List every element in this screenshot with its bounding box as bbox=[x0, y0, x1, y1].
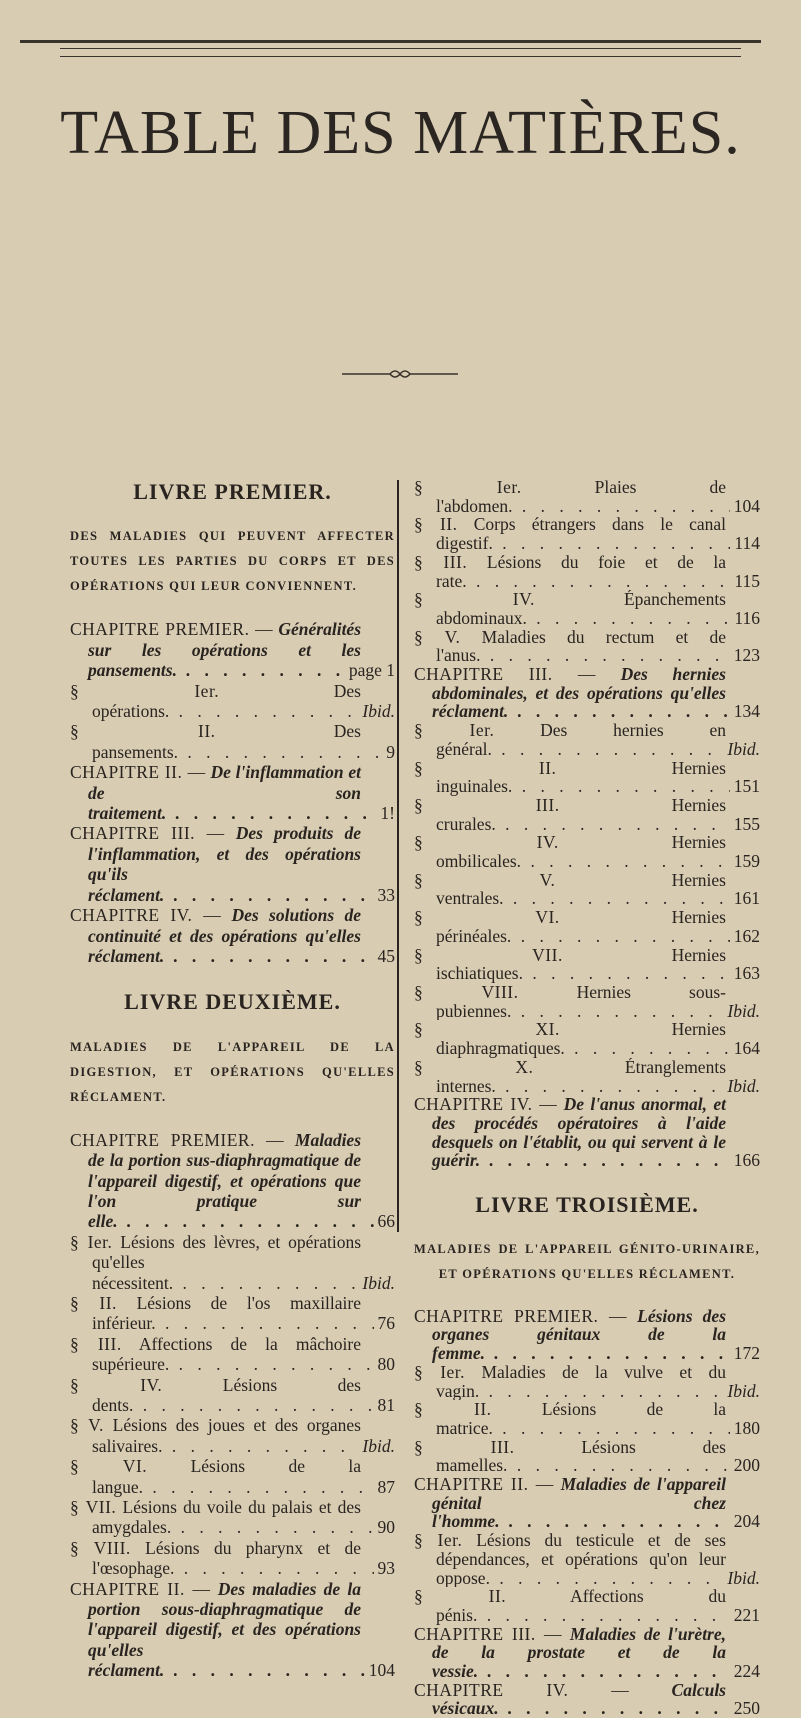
entry-head: CHAPITRE III. — bbox=[70, 823, 225, 844]
entry-page: 116 bbox=[730, 609, 760, 628]
entry-page: 45 bbox=[374, 946, 396, 966]
book-subtitle: MALADIES DE L'APPAREIL DE LA DIGESTION, ET OPÉRATIONS QU'ELLES RÉCLAMENT. bbox=[70, 1039, 395, 1104]
entry-page: 166 bbox=[730, 1151, 760, 1170]
entry-page: page 1 bbox=[345, 660, 395, 680]
toc-section-entry[interactable] bbox=[70, 1538, 395, 1579]
entry-head: § Ier. bbox=[414, 1362, 466, 1382]
toc-section-entry[interactable] bbox=[414, 833, 760, 870]
entry-head: § II. bbox=[70, 1292, 117, 1313]
entry-page: 9 bbox=[382, 742, 395, 762]
entry-title: Lésions des dents. . . . bbox=[92, 1375, 395, 1415]
entry-head: § Ier. bbox=[414, 721, 495, 741]
entry-page: Ibid. bbox=[723, 1077, 760, 1096]
entry-page: 33 bbox=[374, 885, 396, 905]
entry-page: 115 bbox=[730, 572, 760, 591]
spacer bbox=[414, 1170, 760, 1192]
entry-title: De l'anus anormal, et des procédés opératoires à l'aide desquels on l'établit, ou qui servent à le guérir. . . . bbox=[432, 1095, 760, 1170]
entry-head: CHAPITRE II. — bbox=[414, 1475, 554, 1495]
entry-title: Généralités sur les opérations et les pansements. . . . bbox=[88, 619, 395, 680]
entry-title: Lésions du voile du palais et des amygdales. . . . bbox=[92, 1497, 395, 1537]
entry-head: CHAPITRE PREMIER. — bbox=[414, 1306, 628, 1326]
entry-title: Maladies de l'urètre, de la prostate et de la vessie. . . . bbox=[432, 1625, 760, 1681]
toc-section-entry[interactable] bbox=[414, 1438, 760, 1475]
entry-head: § VII. bbox=[70, 1497, 117, 1518]
toc-section-entry[interactable] bbox=[414, 721, 760, 758]
toc-section-entry[interactable] bbox=[414, 478, 760, 515]
entry-page: 66 bbox=[374, 1211, 396, 1231]
entry-head: § III. bbox=[414, 795, 560, 815]
entry-title: Des pansements. . . . bbox=[92, 721, 395, 761]
toc-section-entry[interactable] bbox=[70, 1497, 395, 1538]
toc-chapter-entry[interactable] bbox=[70, 1130, 395, 1232]
entry-title: Hernies inguinales. . . . bbox=[436, 759, 760, 796]
toc-section-entry[interactable] bbox=[70, 1375, 395, 1416]
toc-section-entry[interactable] bbox=[414, 871, 760, 908]
entry-head: § V. bbox=[414, 627, 461, 647]
entry-page: 163 bbox=[730, 964, 760, 983]
entry-title: Maladies du rectum et de l'anus. . . . bbox=[436, 628, 760, 665]
entry-page: 93 bbox=[374, 1558, 396, 1578]
entry-page: 162 bbox=[730, 927, 760, 946]
toc-section-entry[interactable] bbox=[414, 1531, 760, 1587]
toc-section-entry[interactable] bbox=[414, 796, 760, 833]
entry-head: § IV. bbox=[414, 833, 559, 853]
toc-section-entry[interactable] bbox=[414, 590, 760, 627]
entry-head: § IV. bbox=[70, 1374, 163, 1395]
entry-title: Des hernies en général. . . . bbox=[436, 721, 760, 758]
entry-page: 200 bbox=[730, 1456, 760, 1475]
toc-section-entry[interactable] bbox=[414, 946, 760, 983]
book-title: LIVRE PREMIER. bbox=[133, 479, 332, 504]
toc-chapter-entry[interactable] bbox=[414, 1307, 760, 1363]
entry-title: Étranglements internes. . . . bbox=[436, 1058, 760, 1095]
book-subtitle: MALADIES DE L'APPAREIL GÉNITO-URINAIRE, ET OPÉRATIONS QU'ELLES RÉCLAMENT. bbox=[414, 1241, 760, 1281]
toc-section-entry[interactable] bbox=[70, 1334, 395, 1375]
entry-page: 81 bbox=[374, 1395, 396, 1415]
entry-title: Plaies de l'abdomen. . . . bbox=[436, 478, 760, 515]
right-column bbox=[414, 478, 760, 1718]
entry-title: Hernies ventrales. . . . bbox=[436, 871, 760, 908]
entry-page: 90 bbox=[374, 1517, 396, 1537]
entry-title: Hernies périnéales. . . . bbox=[436, 908, 760, 945]
entry-head: § II. bbox=[414, 515, 458, 535]
toc-section-entry[interactable] bbox=[414, 1020, 760, 1057]
entry-head: CHAPITRE IV. — bbox=[70, 905, 222, 926]
entry-title: Des opérations. . . . bbox=[92, 681, 395, 721]
entry-title: Affections de la mâchoire supérieure. . . . bbox=[92, 1334, 395, 1374]
entry-page: 123 bbox=[730, 646, 760, 665]
entry-head: § XI. bbox=[414, 1020, 560, 1040]
toc-section-entry[interactable] bbox=[414, 1058, 760, 1095]
entry-head: § II. bbox=[414, 758, 557, 778]
entry-page: 250 bbox=[730, 1699, 760, 1718]
entry-page: 164 bbox=[730, 1039, 760, 1058]
entry-page: 134 bbox=[730, 702, 760, 721]
ornament-divider-icon bbox=[340, 366, 460, 382]
entry-page: 224 bbox=[730, 1662, 760, 1681]
toc-section-entry[interactable] bbox=[414, 983, 760, 1020]
entry-title: Corps étrangers dans le canal digestif. . . . bbox=[436, 515, 760, 552]
toc-section-entry[interactable] bbox=[414, 1400, 760, 1437]
entry-head: § Ier. bbox=[414, 1531, 463, 1551]
entry-page: 180 bbox=[730, 1419, 760, 1438]
column-divider bbox=[397, 480, 399, 1232]
entry-head: § VII. bbox=[414, 945, 563, 965]
entry-page: Ibid. bbox=[723, 1382, 760, 1401]
entry-page: Ibid. bbox=[358, 1273, 395, 1293]
entry-title: Lésions de l'os maxillaire inférieur. . . . bbox=[92, 1293, 395, 1333]
entry-head: § VI. bbox=[414, 908, 560, 928]
entry-head: CHAPITRE II. — bbox=[70, 762, 206, 783]
entry-title: Lésions du testicule et de ses dépendances, et opérations qu'on leur oppose. . . . bbox=[436, 1531, 760, 1587]
entry-head: § Ier. bbox=[414, 478, 522, 497]
toc-section-entry[interactable] bbox=[414, 759, 760, 796]
entry-page: Ibid. bbox=[723, 1569, 760, 1588]
toc-section-entry[interactable] bbox=[414, 1363, 760, 1400]
entry-title: De l'inflammation et de son traitement. . . . bbox=[88, 762, 395, 823]
entry-title: Lésions du pharynx et de l'œsophage. . . . bbox=[92, 1538, 395, 1578]
entry-title: Des produits de l'inflammation, et des opérations qu'ils réclament. . . . bbox=[88, 823, 395, 904]
toc-section-entry[interactable] bbox=[414, 515, 760, 552]
entry-head: § II. bbox=[414, 1400, 492, 1420]
entry-title: Des maladies de la portion sous-diaphragmatique de l'appareil digestif, et des opérations qu'elles réclament. . . . bbox=[88, 1579, 395, 1681]
entry-title: Lésions des lèvres, et opérations qu'elles nécessitent. . . . bbox=[92, 1232, 395, 1293]
entry-page: 87 bbox=[374, 1477, 396, 1497]
entry-head: CHAPITRE II. — bbox=[70, 1578, 211, 1599]
toc-section-entry[interactable] bbox=[414, 908, 760, 945]
entry-title: Des hernies abdominales, et des opérations qu'elles réclament. . . . bbox=[432, 665, 760, 721]
entry-page: 172 bbox=[730, 1344, 760, 1363]
entry-title: Hernies sous-pubiennes. . . . bbox=[436, 983, 760, 1020]
entry-page: 1! bbox=[376, 803, 395, 823]
entry-page: 114 bbox=[730, 534, 760, 553]
entry-page: Ibid. bbox=[358, 701, 395, 721]
toc-section-entry[interactable] bbox=[70, 721, 395, 762]
entry-head: § Ier. bbox=[70, 1231, 113, 1252]
entry-title: Hernies ombilicales. . . . bbox=[436, 833, 760, 870]
entry-head: CHAPITRE IV. — bbox=[414, 1095, 558, 1115]
toc-chapter-entry[interactable] bbox=[70, 619, 395, 680]
spacer bbox=[70, 966, 395, 988]
toc-chapter-entry[interactable] bbox=[70, 1579, 395, 1681]
entry-title: Des solutions de continuité et des opérations qu'elles réclament. . . . bbox=[88, 905, 395, 966]
entry-title: Lésions de la langue. . . . bbox=[92, 1456, 395, 1496]
entry-page: 76 bbox=[374, 1313, 396, 1333]
entry-title: Épanchements abdominaux. . . . bbox=[436, 590, 760, 627]
top-rule-thin-2 bbox=[60, 56, 741, 57]
entry-page: 104 bbox=[365, 1660, 395, 1680]
entry-title: Hernies ischiatiques. . . . bbox=[436, 946, 760, 983]
entry-head: CHAPITRE PREMIER. — bbox=[70, 1129, 285, 1150]
entry-page: Ibid. bbox=[358, 1436, 395, 1456]
entry-page: 221 bbox=[730, 1606, 760, 1625]
entry-title: Maladies de la vulve et du vagin. . . . bbox=[436, 1363, 760, 1400]
entry-page: Ibid. bbox=[723, 1002, 760, 1021]
left-column bbox=[70, 478, 395, 1681]
entry-head: § Ier. bbox=[70, 680, 220, 701]
entry-head: CHAPITRE PREMIER. — bbox=[70, 619, 274, 640]
top-rule-thick bbox=[20, 40, 761, 43]
toc-chapter-entry[interactable] bbox=[70, 823, 395, 905]
entry-head: § X. bbox=[414, 1057, 534, 1077]
entry-head: § VIII. bbox=[414, 982, 519, 1002]
entry-head: § IV. bbox=[414, 590, 535, 610]
entry-head: § III. bbox=[70, 1333, 122, 1354]
toc-chapter-entry[interactable] bbox=[414, 665, 760, 721]
entry-head: § VIII. bbox=[70, 1537, 131, 1558]
entry-page: 161 bbox=[730, 889, 760, 908]
book-title: LIVRE TROISIÈME. bbox=[475, 1192, 699, 1218]
entry-head: § V. bbox=[414, 870, 556, 890]
entry-head: CHAPITRE IV. — bbox=[414, 1680, 630, 1700]
entry-page: 104 bbox=[730, 497, 760, 516]
book-title: LIVRE DEUXIÈME. bbox=[124, 989, 341, 1015]
toc-chapter-entry[interactable] bbox=[70, 762, 395, 823]
top-rule-thin bbox=[60, 48, 741, 49]
entry-page: 159 bbox=[730, 852, 760, 871]
entry-head: § III. bbox=[414, 1437, 515, 1457]
toc-chapter-entry[interactable] bbox=[414, 1095, 760, 1170]
entry-title: Maladies de l'appareil génital chez l'homme. . . . bbox=[432, 1475, 760, 1531]
toc-chapter-entry[interactable] bbox=[414, 1681, 760, 1718]
toc-section-entry[interactable] bbox=[414, 553, 760, 590]
entry-title: Maladies de la portion sus-diaphragmatique de l'appareil digestif, et opérations que l'on pratique sur elle. . . . bbox=[88, 1130, 395, 1232]
entry-page: 80 bbox=[374, 1354, 396, 1374]
entry-head: CHAPITRE III. — bbox=[414, 665, 596, 685]
toc-section-entry[interactable] bbox=[70, 1232, 395, 1293]
toc-section-entry[interactable] bbox=[70, 1415, 395, 1456]
entry-head: § V. bbox=[70, 1415, 104, 1436]
entry-title: Hernies crurales. . . . bbox=[436, 796, 760, 833]
toc-chapter-entry[interactable] bbox=[414, 1475, 760, 1531]
page-title: TABLE DES MATIÈRES. bbox=[60, 99, 741, 167]
entry-page: Ibid. bbox=[723, 740, 760, 759]
toc-section-entry[interactable] bbox=[70, 1293, 395, 1334]
entry-page: 155 bbox=[730, 815, 760, 834]
entry-title: Lésions des mamelles. . . . bbox=[436, 1438, 760, 1475]
entry-title: Calculs vésicaux. . . . bbox=[432, 1681, 760, 1718]
entry-title: Affections du pénis. . . . bbox=[436, 1587, 760, 1624]
entry-title: Lésions de la matrice. . . . bbox=[436, 1400, 760, 1437]
toc-section-entry[interactable] bbox=[414, 1587, 760, 1624]
entry-title: Lésions du foie et de la rate. . . . bbox=[436, 553, 760, 590]
toc-section-entry[interactable] bbox=[414, 628, 760, 665]
entry-head: § III. bbox=[414, 552, 468, 572]
entry-head: § VI. bbox=[70, 1456, 148, 1477]
entry-head: CHAPITRE III. — bbox=[414, 1624, 563, 1644]
toc-section-entry[interactable] bbox=[70, 681, 395, 722]
book-subtitle: DES MALADIES QUI PEUVENT AFFECTER TOUTES LES PARTIES DU CORPS ET DES OPÉRATIONS QUI LEUR CONVIENNENT. bbox=[70, 529, 395, 594]
entry-page: 204 bbox=[730, 1512, 760, 1531]
entry-title: Hernies diaphragmatiques. . . . bbox=[436, 1020, 760, 1057]
entry-head: § II. bbox=[70, 721, 216, 742]
toc-chapter-entry[interactable] bbox=[70, 905, 395, 966]
toc-section-entry[interactable] bbox=[70, 1456, 395, 1497]
entry-head: § II. bbox=[414, 1587, 507, 1607]
toc-chapter-entry[interactable] bbox=[414, 1625, 760, 1681]
entry-page: 151 bbox=[730, 777, 760, 796]
entry-title: Lésions des joues et des organes salivaires. . . . bbox=[92, 1415, 395, 1455]
entry-title: Lésions des organes génitaux de la femme. . . . bbox=[432, 1307, 760, 1363]
